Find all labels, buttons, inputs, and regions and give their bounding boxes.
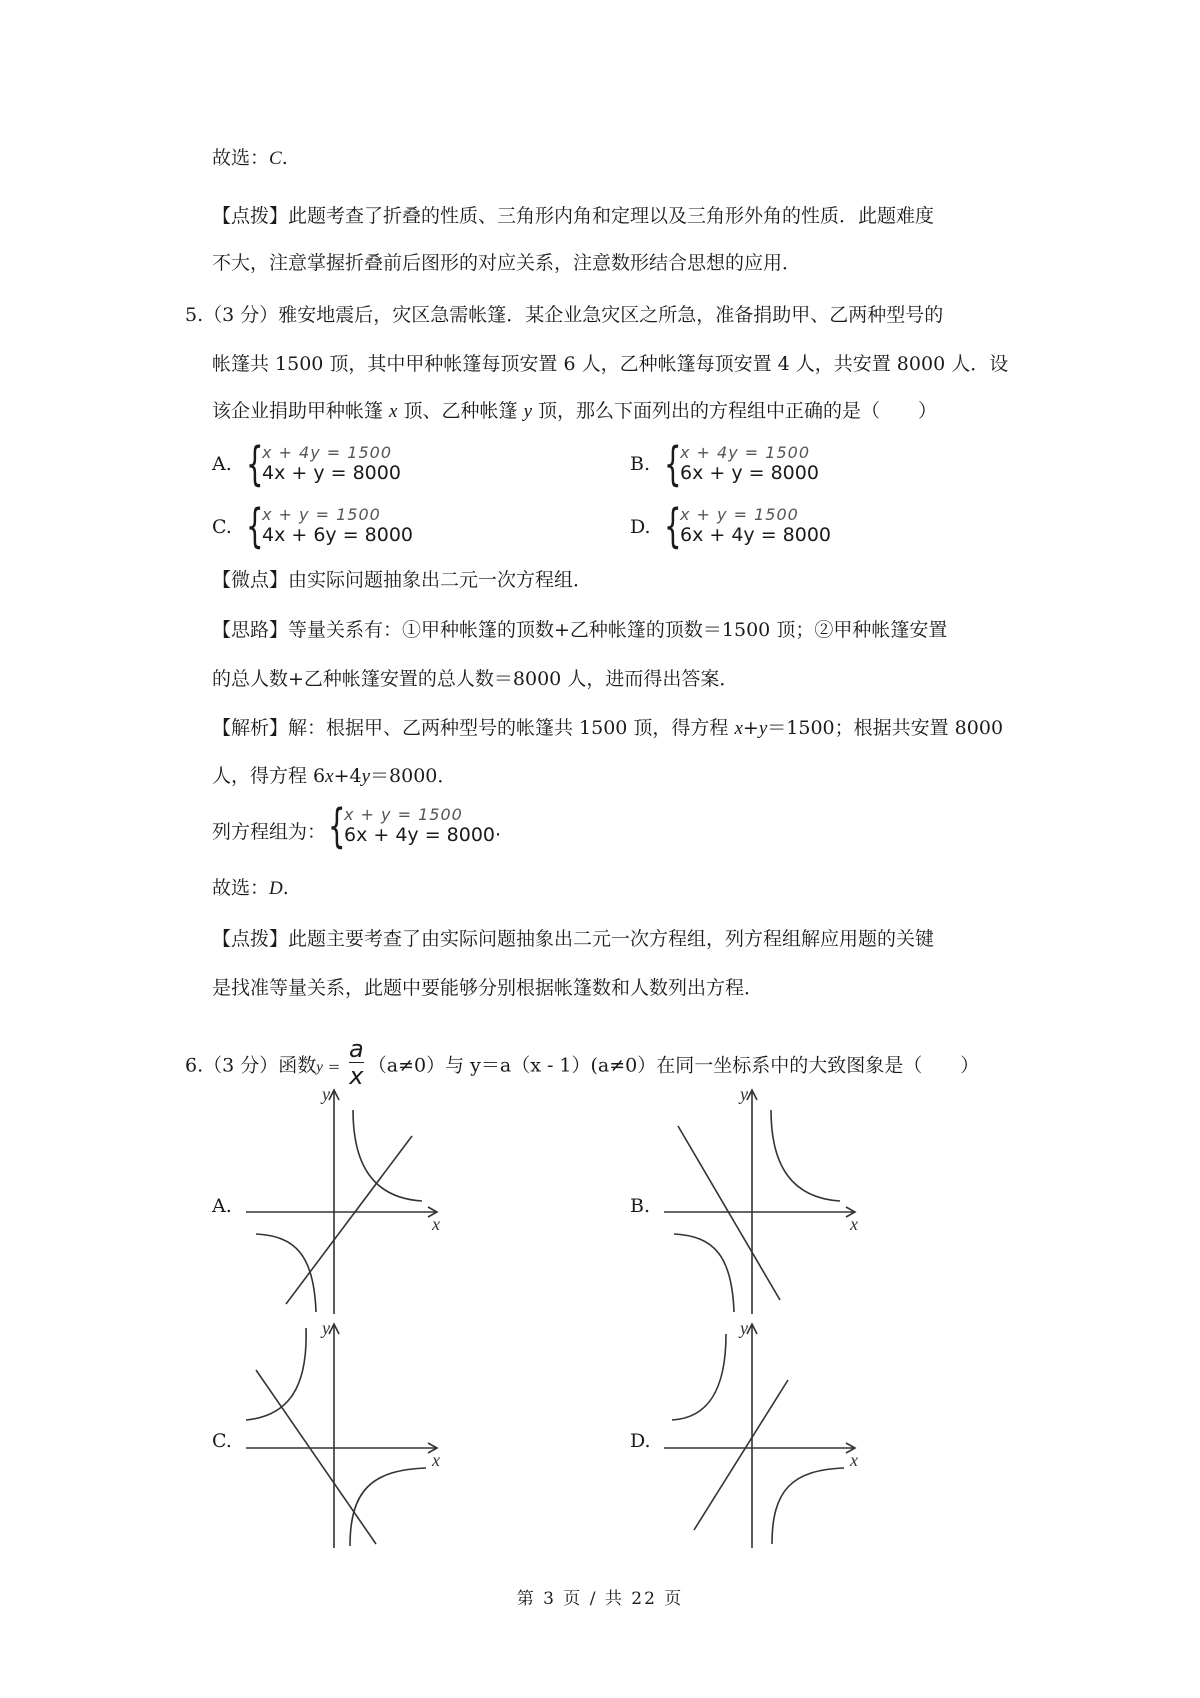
q6-line: 6.（3 分）函数y = $\frac{a}{x}$ （a≠0）与 y＝a（x - 1）(a≠0）在同一坐标系中的大致图象是（ ）: [185, 1035, 980, 1090]
q5-line-2: 帐篷共 1500 顶，其中甲种帐篷每顶安置 6 人，乙种帐篷每顶安置 4 人，共安置 8000 人．设: [212, 353, 1009, 375]
q5-option-b-system: { x + 4y = 1500 6x + y = 8000: [664, 437, 819, 491]
q5-option-c-label: C.: [212, 516, 232, 538]
answer-letter: C: [269, 148, 282, 169]
liefang-label: 列方程组为：: [212, 821, 327, 843]
svg-text:x: x: [432, 1450, 440, 1470]
q6-option-b-label: B.: [630, 1195, 651, 1217]
answer-system: { x + y = 1500 6x + 4y = 8000·: [328, 799, 502, 853]
svg-text:y: y: [322, 1086, 330, 1104]
q5-option-a-system: { x + 4y = 1500 4x + y = 8000: [246, 437, 401, 491]
answer-period: .: [281, 147, 288, 169]
svg-text:y: y: [740, 1086, 748, 1104]
brace-icon: {: [246, 437, 264, 491]
jiexi-line-2: 人，得方程 6x+4y＝8000．: [212, 765, 457, 787]
answer-line-d: 故选：D.: [212, 877, 289, 899]
page-footer: 第 3 页 / 共 22 页: [516, 1589, 684, 1609]
svg-text:y: y: [322, 1320, 330, 1338]
q6-graph-a: [246, 1086, 446, 1316]
q5-line-1: 5.（3 分）雅安地震后，灾区急需帐篷．某企业急灾区之所急，准备捐助甲、乙两种型号的: [185, 304, 944, 326]
answer-prefix: 故选：: [212, 147, 270, 169]
svg-text:x: x: [850, 1214, 858, 1234]
q6-graph-d: [664, 1320, 864, 1550]
q5-option-a-label: A.: [212, 453, 232, 475]
silu-line-2: 的总人数+乙种帐篷安置的总人数＝8000 人，进而得出答案．: [212, 668, 739, 690]
q6-option-c-label: C.: [212, 1430, 232, 1452]
q6-graph-c: [246, 1320, 446, 1550]
brace-icon: {: [246, 499, 264, 553]
tip-line-1: 【点拨】此题考查了折叠的性质、三角形内角和定理以及三角形外角的性质．此题难度: [212, 205, 935, 227]
q6-option-d-label: D.: [630, 1430, 651, 1452]
q6-option-a-label: A.: [212, 1195, 232, 1217]
brace-icon: {: [328, 799, 346, 853]
q5-option-c-system: { x + y = 1500 4x + 6y = 8000: [246, 499, 414, 553]
brace-icon: {: [664, 437, 682, 491]
q5-option-d-system: { x + y = 1500 6x + 4y = 8000: [664, 499, 832, 553]
brace-icon: {: [664, 499, 682, 553]
svg-text:y: y: [740, 1320, 748, 1338]
q6-graph-b: [664, 1086, 864, 1316]
silu-line-1: 【思路】等量关系有：①甲种帐篷的顶数+乙种帐篷的顶数＝1500 顶；②甲种帐篷安置: [212, 619, 948, 641]
dianbo2-line-1: 【点拨】此题主要考查了由实际问题抽象出二元一次方程组，列方程组解应用题的关键: [212, 928, 935, 950]
weidian-line: 【微点】由实际问题抽象出二元一次方程组．: [212, 569, 593, 591]
q5-option-d-label: D.: [630, 516, 651, 538]
svg-text:x: x: [850, 1450, 858, 1470]
q5-line-3: 该企业捐助甲种帐篷 x 顶、乙种帐篷 y 顶，那么下面列出的方程组中正确的是（ ）: [212, 400, 938, 422]
fraction-a-over-x: $\frac{a}{x}$: [349, 1035, 364, 1090]
svg-text:x: x: [432, 1214, 440, 1234]
answer-line-prev: [212, 144, 288, 173]
tip-line-2: 不大，注意掌握折叠前后图形的对应关系，注意数形结合思想的应用．: [212, 252, 802, 274]
jiexi-line-1: 【解析】解：根据甲、乙两种型号的帐篷共 1500 顶，得方程 x+y＝1500；根据共安置 8000: [212, 717, 1004, 739]
q5-option-b-label: B.: [630, 453, 651, 475]
dianbo2-line-2: 是找准等量关系，此题中要能够分别根据帐篷数和人数列出方程．: [212, 977, 764, 999]
